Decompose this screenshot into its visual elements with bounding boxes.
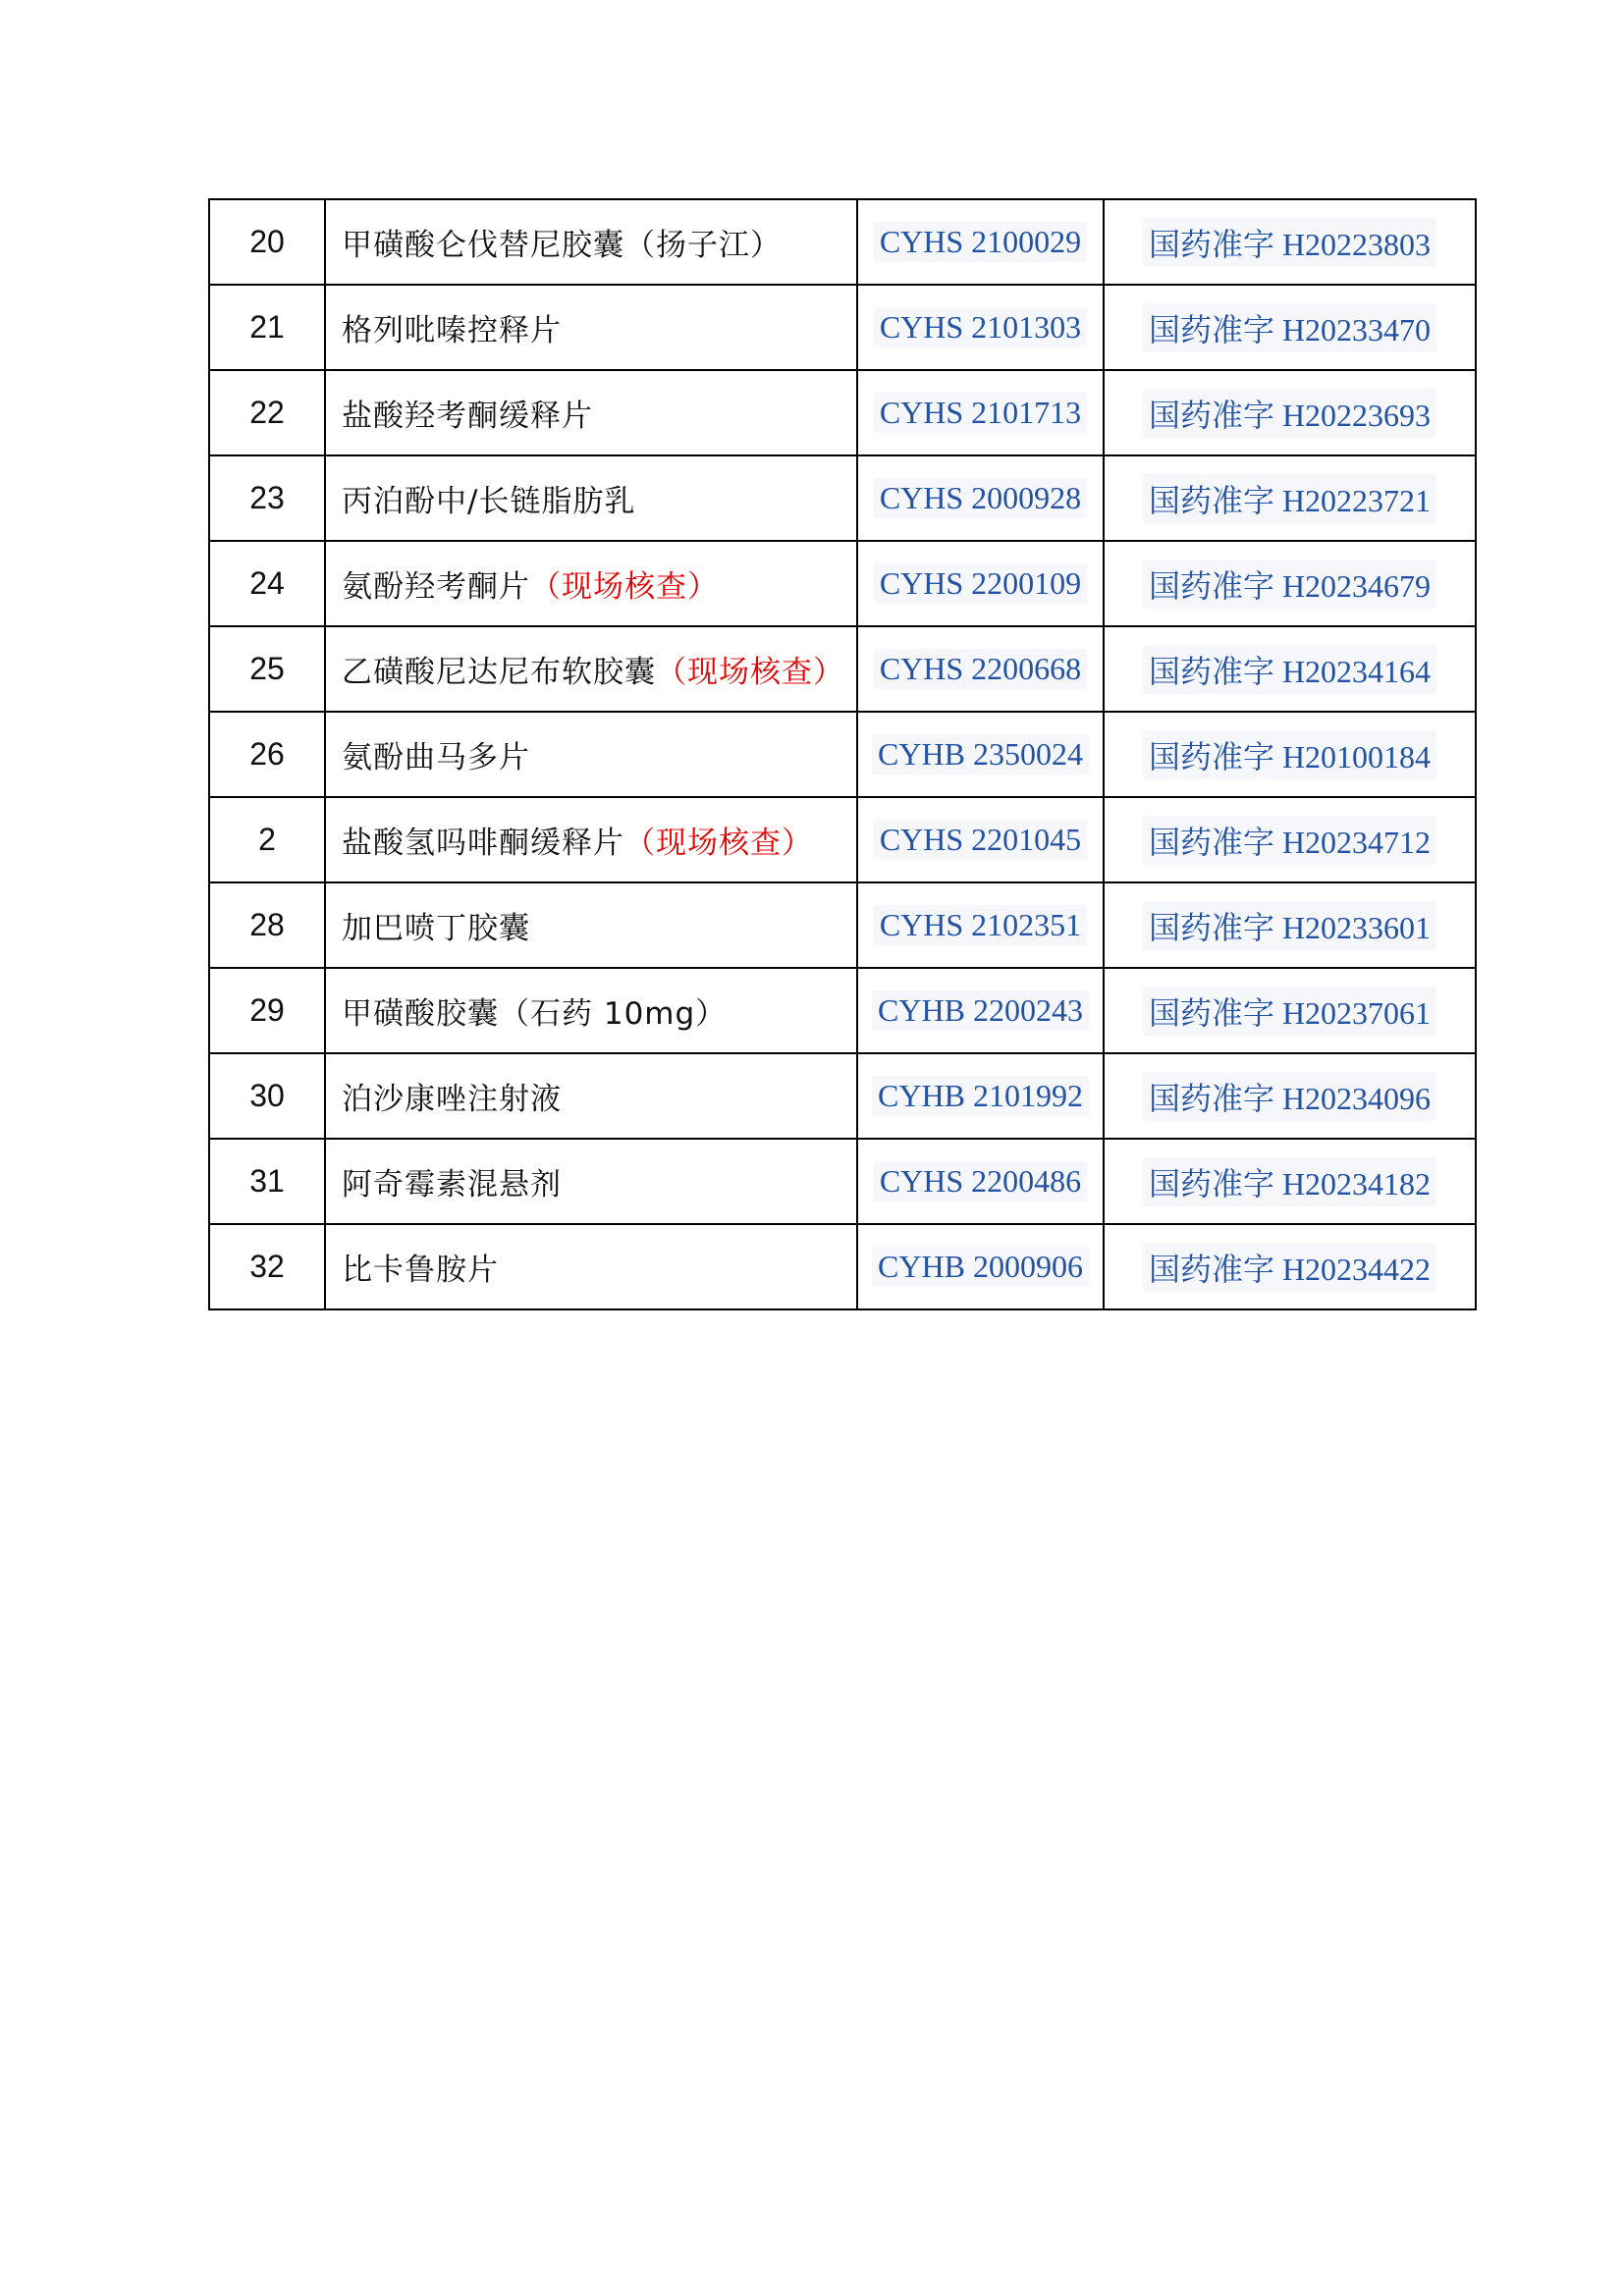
approval-number-cell [1104, 455, 1476, 541]
acceptance-code: CYHB 2200243 [872, 990, 1089, 1031]
row-number: 22 [209, 370, 325, 455]
row-number: 2 [209, 797, 325, 882]
row-number: 29 [209, 968, 325, 1053]
approval-number: 国药准字 H20223693 [1143, 389, 1436, 438]
table-row [209, 285, 1476, 370]
drug-name: 盐酸氢吗啡酮缓释片 [342, 826, 624, 861]
acceptance-code-cell [857, 712, 1104, 797]
acceptance-code-cell [857, 968, 1104, 1053]
acceptance-code-cell [857, 455, 1104, 541]
acceptance-code: CYHS 2100029 [874, 222, 1087, 262]
drug-name: 氨酚曲马多片 [342, 740, 530, 775]
drug-name-cell [325, 1139, 857, 1224]
drug-name: 阿奇霉素混悬剂 [342, 1167, 562, 1202]
acceptance-code: CYHB 2350024 [872, 734, 1089, 774]
row-number: 30 [209, 1053, 325, 1139]
approval-number-cell [1104, 1139, 1476, 1224]
acceptance-code-cell [857, 882, 1104, 968]
onsite-inspection-note: （现场核查） [624, 826, 813, 861]
drug-name: 甲磺酸仑伐替尼胶囊（扬子江） [342, 228, 782, 263]
drug-name: 丙泊酚中/长链脂肪乳 [342, 484, 636, 519]
acceptance-code-cell [857, 285, 1104, 370]
approval-number: 国药准字 H20234712 [1143, 816, 1436, 865]
acceptance-code: CYHS 2000928 [874, 478, 1087, 518]
acceptance-code-cell [857, 370, 1104, 455]
acceptance-code: CYHS 2201045 [874, 820, 1087, 860]
table-row [209, 541, 1476, 626]
approval-number-cell [1104, 968, 1476, 1053]
approval-number-cell [1104, 626, 1476, 712]
table-row [209, 882, 1476, 968]
drug-approval-table [208, 198, 1477, 1310]
acceptance-code: CYHS 2200486 [874, 1161, 1087, 1201]
approval-number: 国药准字 H20223721 [1143, 474, 1436, 523]
approval-number-cell [1104, 370, 1476, 455]
drug-name-cell [325, 285, 857, 370]
drug-name-cell [325, 370, 857, 455]
table-row [209, 1139, 1476, 1224]
acceptance-code: CYHS 2101713 [874, 393, 1087, 433]
approval-number-cell [1104, 882, 1476, 968]
approval-number: 国药准字 H20223803 [1143, 218, 1436, 267]
table-row [209, 797, 1476, 882]
table-row [209, 199, 1476, 285]
approval-number-cell [1104, 541, 1476, 626]
acceptance-code: CYHS 2102351 [874, 905, 1087, 945]
approval-number-cell [1104, 199, 1476, 285]
drug-name-cell [325, 968, 857, 1053]
acceptance-code-cell [857, 1139, 1104, 1224]
approval-number-cell [1104, 1053, 1476, 1139]
drug-name: 氨酚羟考酮片 [342, 569, 530, 605]
table-row [209, 1053, 1476, 1139]
table-row [209, 968, 1476, 1053]
drug-name-cell [325, 626, 857, 712]
acceptance-code-cell [857, 626, 1104, 712]
drug-name: 比卡鲁胺片 [342, 1253, 499, 1288]
acceptance-code-cell [857, 1224, 1104, 1309]
drug-name-cell [325, 455, 857, 541]
acceptance-code: CYHS 2101303 [874, 307, 1087, 347]
acceptance-code-cell [857, 797, 1104, 882]
acceptance-code-cell [857, 541, 1104, 626]
row-number: 23 [209, 455, 325, 541]
approval-number-cell [1104, 1224, 1476, 1309]
approval-number: 国药准字 H20233470 [1143, 303, 1436, 352]
acceptance-code: CYHS 2200668 [874, 649, 1087, 689]
drug-name: 盐酸羟考酮缓释片 [342, 399, 593, 434]
drug-name-cell [325, 797, 857, 882]
acceptance-code: CYHS 2200109 [874, 563, 1087, 604]
table-row [209, 712, 1476, 797]
approval-number: 国药准字 H20237061 [1143, 987, 1436, 1036]
drug-name-cell [325, 882, 857, 968]
row-number: 24 [209, 541, 325, 626]
table-row [209, 455, 1476, 541]
acceptance-code: CYHB 2101992 [872, 1076, 1089, 1116]
onsite-inspection-note: （现场核查） [530, 569, 719, 605]
approval-number: 国药准字 H20234679 [1143, 560, 1436, 609]
drug-name-cell [325, 712, 857, 797]
row-number: 20 [209, 199, 325, 285]
approval-number: 国药准字 H20234164 [1143, 645, 1436, 694]
drug-name: 泊沙康唑注射液 [342, 1082, 562, 1117]
drug-name-cell [325, 1224, 857, 1309]
table-body [209, 199, 1476, 1309]
table-row [209, 370, 1476, 455]
row-number: 25 [209, 626, 325, 712]
approval-number-cell [1104, 712, 1476, 797]
drug-name-cell [325, 541, 857, 626]
approval-number: 国药准字 H20100184 [1143, 730, 1436, 779]
approval-number: 国药准字 H20234182 [1143, 1157, 1436, 1206]
drug-name: 格列吡嗪控释片 [342, 313, 562, 348]
approval-number: 国药准字 H20233601 [1143, 901, 1436, 950]
approval-number: 国药准字 H20234422 [1143, 1243, 1436, 1292]
row-number: 26 [209, 712, 325, 797]
table-row [209, 626, 1476, 712]
row-number: 32 [209, 1224, 325, 1309]
row-number: 28 [209, 882, 325, 968]
drug-name: 甲磺酸胶囊（石药 10mg） [342, 996, 728, 1032]
acceptance-code-cell [857, 1053, 1104, 1139]
row-number: 21 [209, 285, 325, 370]
acceptance-code: CYHB 2000906 [872, 1247, 1089, 1287]
acceptance-code-cell [857, 199, 1104, 285]
approval-number: 国药准字 H20234096 [1143, 1072, 1436, 1121]
row-number: 31 [209, 1139, 325, 1224]
approval-number-cell [1104, 285, 1476, 370]
drug-name: 加巴喷丁胶囊 [342, 911, 530, 946]
table-row [209, 1224, 1476, 1309]
drug-name: 乙磺酸尼达尼布软胶囊 [342, 655, 656, 690]
drug-name-cell [325, 199, 857, 285]
approval-number-cell [1104, 797, 1476, 882]
onsite-inspection-note: （现场核查） [656, 655, 844, 690]
drug-name-cell [325, 1053, 857, 1139]
